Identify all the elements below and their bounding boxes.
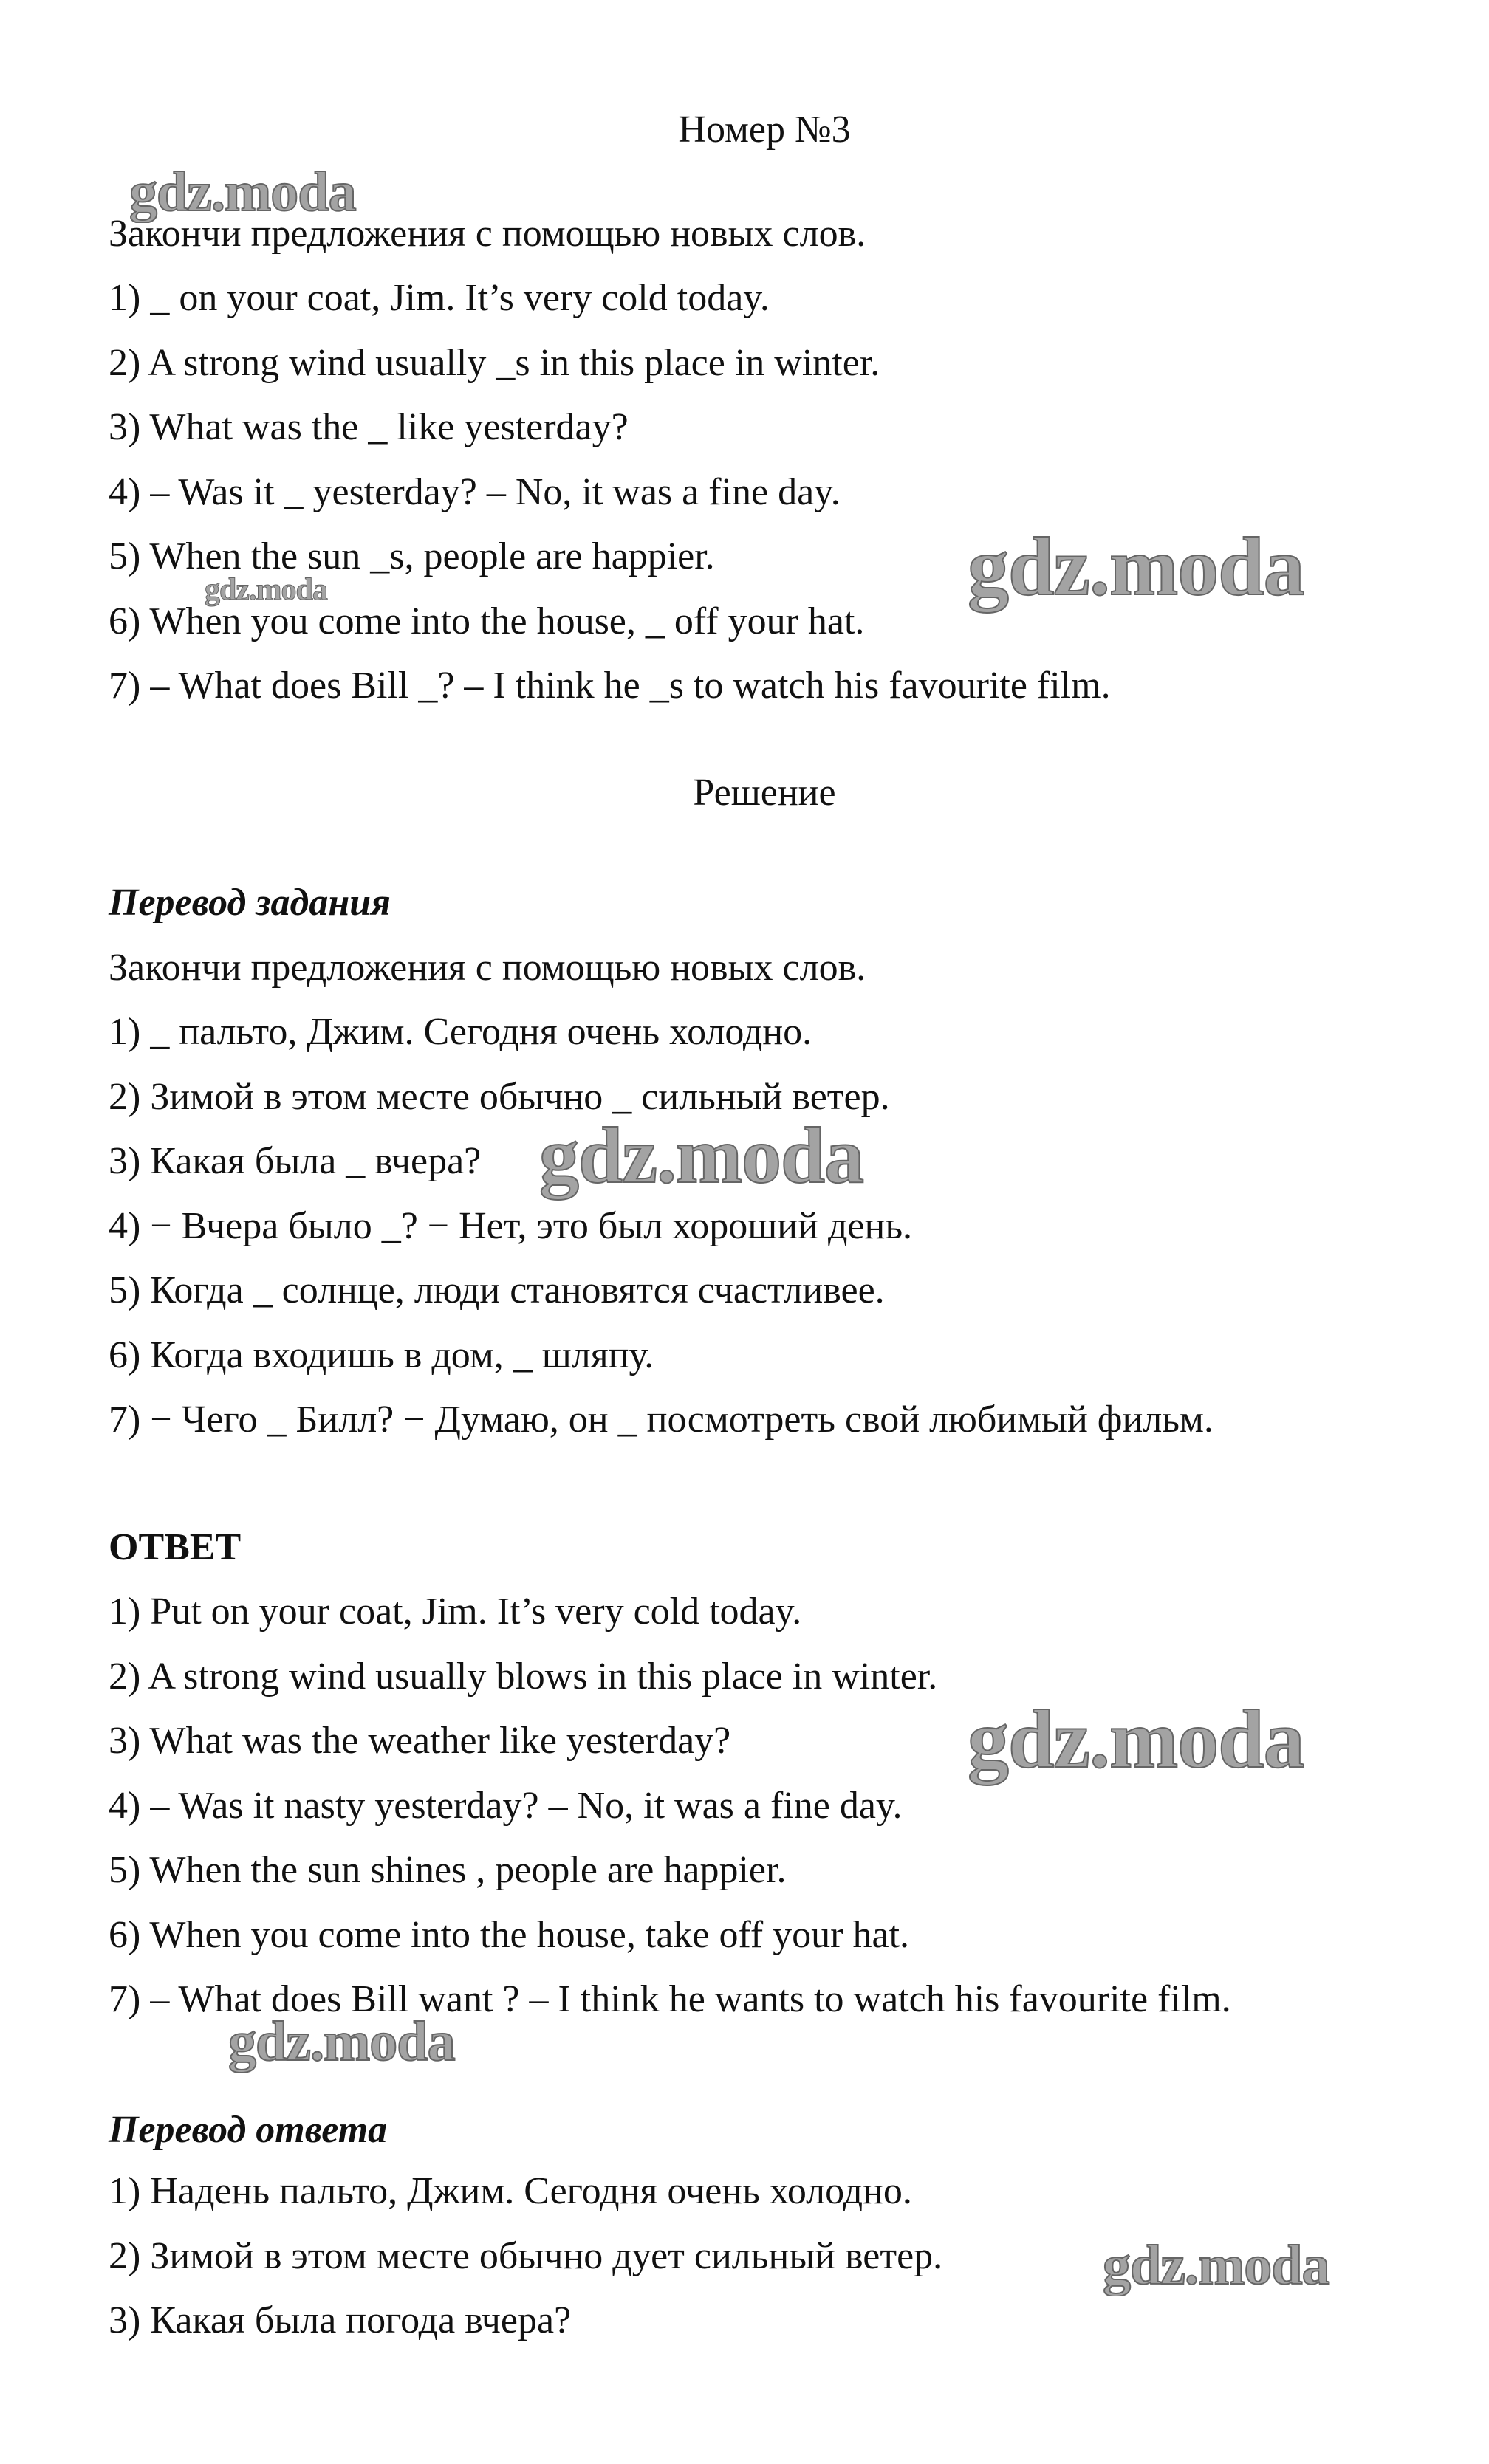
watermark-logo: gdz.moda	[968, 521, 1304, 613]
list-item: 6) When you come into the house, _ off your hat.	[109, 600, 865, 642]
watermark-logo: gdz.moda	[205, 573, 327, 607]
task-translation-instruction: Закончи предложения с помощью новых слов.	[109, 947, 866, 989]
solution-heading: Решение	[693, 772, 836, 814]
task-list	[109, 266, 1111, 718]
watermark-logo: gdz.moda	[228, 2011, 455, 2073]
watermark-logo: gdz.moda	[1103, 2234, 1329, 2296]
list-item: 1) Надень пальто, Джим. Сегодня очень холодно.	[109, 2170, 912, 2212]
answer-heading: ОТВЕТ	[109, 1526, 242, 1568]
list-item: 7) – What does Bill want ? – I think he wants to watch his favourite film.	[109, 1978, 1231, 2020]
list-item: 5) When the sun shines , people are happier.	[109, 1849, 787, 1891]
list-item: 6) Когда входишь в дом, _ шляпу.	[109, 1334, 654, 1376]
list-item: 4) – Was it nasty yesterday? – No, it was a fine day.	[109, 1784, 903, 1827]
list-item: 3) What was the weather like yesterday?	[109, 1720, 731, 1762]
answer-list	[109, 1579, 1231, 2032]
task-translation-heading: Перевод задания	[109, 882, 391, 924]
watermark-logo: gdz.moda	[539, 1112, 864, 1200]
list-item: 2) Зимой в этом месте обычно _ сильный ветер.	[109, 1075, 890, 1118]
list-item: 3) Какая была погода вчера?	[109, 2299, 572, 2341]
list-item: 5) Когда _ солнце, люди становятся счастливее.	[109, 1269, 885, 1311]
list-item: 4) − Вчера было _? − Нет, это был хороший день.	[109, 1204, 913, 1247]
list-item: 3) What was the _ like yesterday?	[109, 406, 629, 448]
list-item: 2) Зимой в этом месте обычно дует сильный ветер.	[109, 2234, 943, 2277]
list-item: 1) Put on your coat, Jim. It’s very cold today.	[109, 1590, 802, 1633]
list-item: 1) _ on your coat, Jim. It’s very cold today.	[109, 277, 770, 319]
list-item: 3) Какая была _ вчера?	[109, 1140, 482, 1182]
list-item: 7) – What does Bill _? – I think he _s to watch his favourite film.	[109, 665, 1111, 707]
list-item: 4) – Was it _ yesterday? – No, it was a fine day.	[109, 470, 841, 513]
watermark-logo: gdz.moda	[968, 1694, 1304, 1785]
page-title: Номер №3	[678, 109, 851, 151]
list-item: 6) When you come into the house, take off your hat.	[109, 1913, 910, 1956]
task-translation-list	[109, 1000, 1214, 1452]
answer-translation-list	[109, 2159, 942, 2353]
list-item: 2) A strong wind usually _s in this place in winter.	[109, 341, 880, 384]
answer-translation-heading: Перевод ответа	[109, 2109, 388, 2151]
list-item: 5) When the sun _s, people are happier.	[109, 535, 715, 577]
list-item: 7) − Чего _ Билл? − Думаю, он _ посмотреть свой любимый фильм.	[109, 1399, 1214, 1441]
watermark-logo: gdz.moda	[129, 161, 356, 223]
list-item: 1) _ пальто, Джим. Сегодня очень холодно.	[109, 1011, 812, 1053]
task-instruction: Закончи предложения с помощью новых слов.	[109, 213, 866, 255]
list-item: 2) A strong wind usually blows in this place in winter.	[109, 1655, 938, 1698]
